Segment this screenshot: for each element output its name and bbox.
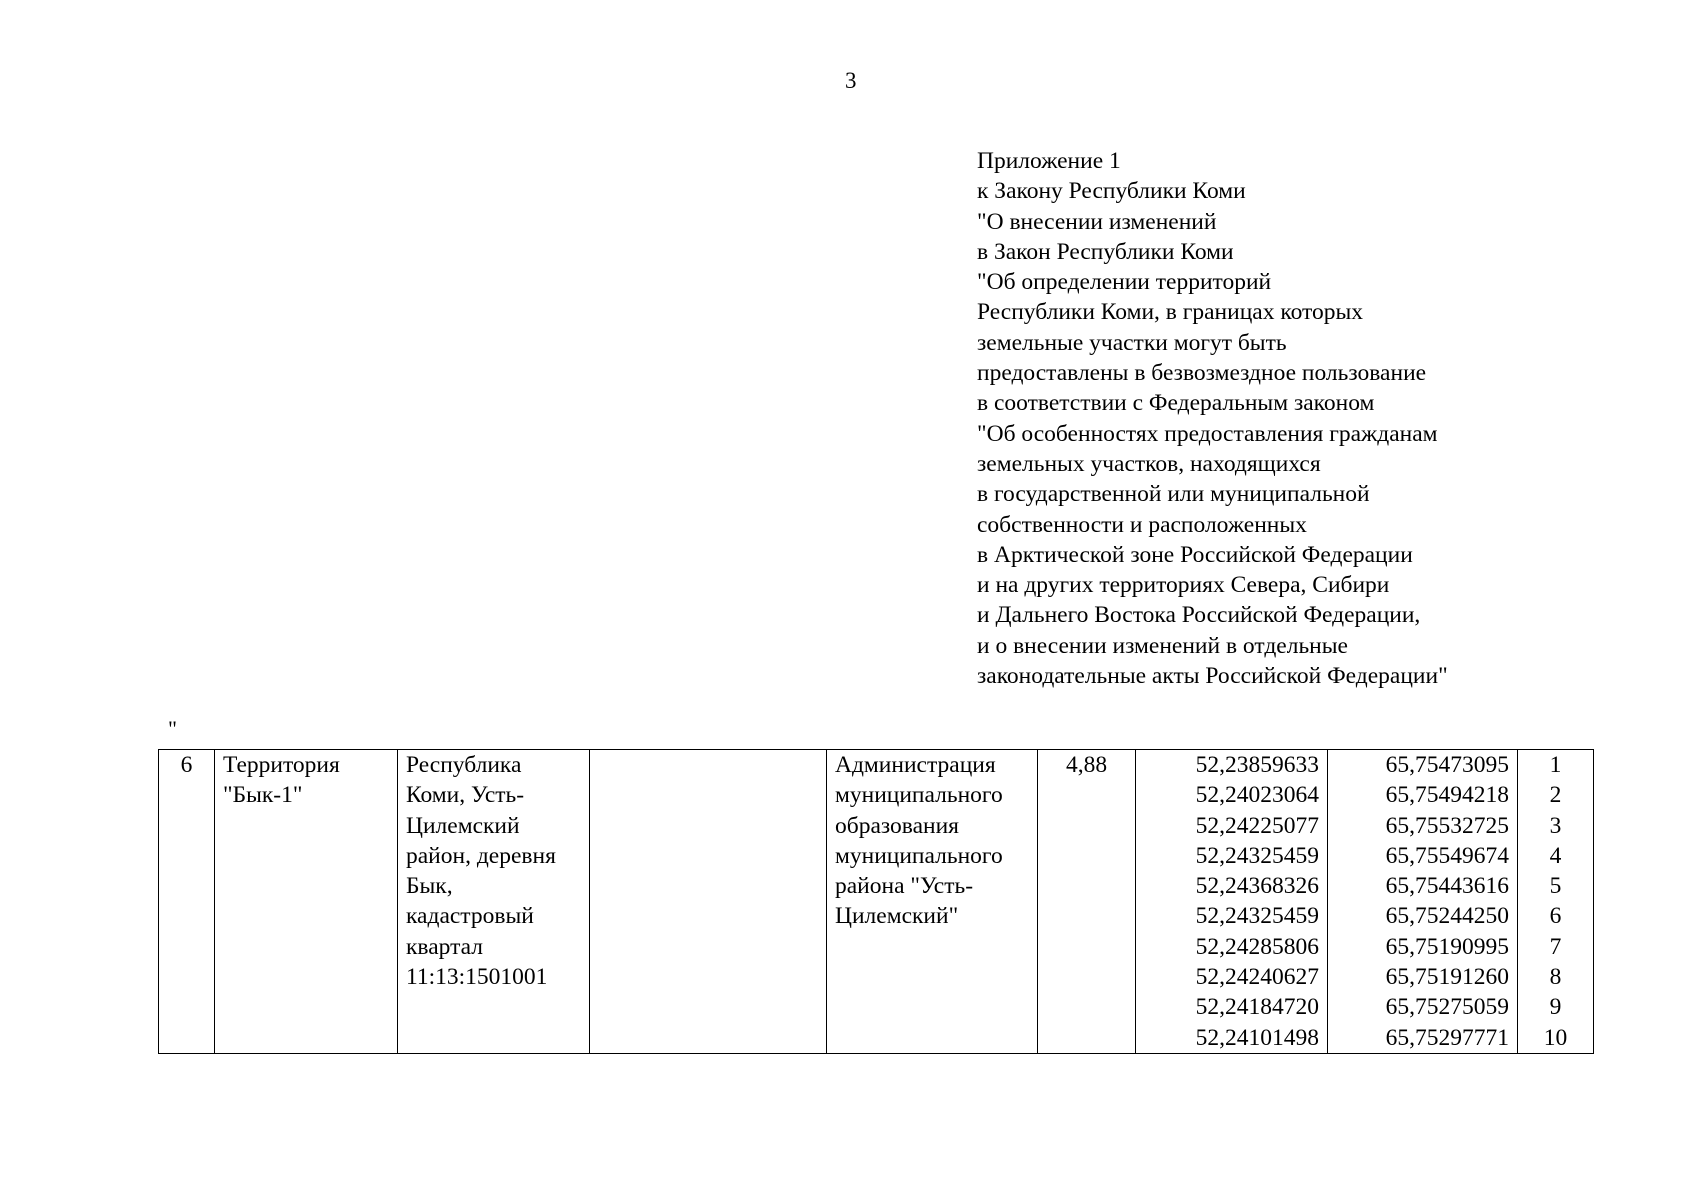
- page-number: 3: [845, 68, 857, 93]
- coordinate-y-value: 65,75190995: [1385, 933, 1509, 960]
- coordinate-y-value: 65,75275059: [1385, 994, 1509, 1021]
- empty-cell: [590, 750, 827, 1054]
- point-number: 9: [1549, 994, 1562, 1021]
- location-line: Цилемский: [406, 812, 520, 839]
- coordinate-y-value: 65,75494218: [1385, 782, 1509, 809]
- point-number: 6: [1549, 903, 1562, 930]
- location-line: кадастровый: [406, 903, 534, 930]
- administration-line: Администрация: [835, 752, 996, 778]
- coordinate-y-value: 65,75549674: [1385, 842, 1509, 869]
- coordinate-x-value: 52,24184720: [1195, 994, 1319, 1021]
- appendix-line: собственности и расположенных: [977, 511, 1307, 538]
- appendix-line: и Дальнего Востока Российской Федерации,: [977, 602, 1421, 629]
- coordinate-x-value: 52,24240627: [1195, 964, 1319, 991]
- appendix-line: "Об определении территорий: [977, 269, 1272, 296]
- coordinate-x-value: 52,24285806: [1195, 933, 1319, 960]
- appendix-line: "Об особенностях предоставления гражданам: [977, 420, 1438, 447]
- coordinate-y-value: 65,75191260: [1385, 964, 1509, 991]
- administration-line: района "Усть-: [835, 873, 974, 900]
- appendix-line: "О внесении изменений: [977, 208, 1217, 235]
- appendix-line: предоставлены в безвозмездное пользование: [977, 360, 1427, 387]
- administration-line: образования: [835, 812, 959, 839]
- appendix-line: в соответствии с Федеральным законом: [977, 390, 1375, 417]
- appendix-line: Республики Коми, в границах которых: [977, 299, 1364, 326]
- coordinate-y-value: 65,75473095: [1385, 752, 1509, 778]
- territory-name-cell: [215, 750, 398, 1054]
- coordinate-y-value: 65,75297771: [1385, 1024, 1509, 1051]
- administration-line: муниципального: [835, 782, 1003, 809]
- territory-line: "Бык-1": [223, 782, 303, 809]
- appendix-line: в Закон Республики Коми: [977, 238, 1234, 265]
- coordinate-x-value: 52,23859633: [1195, 752, 1319, 778]
- location-line: 11:13:1501001: [406, 964, 548, 991]
- point-number: 8: [1549, 964, 1562, 991]
- appendix-header: [977, 146, 1448, 691]
- table-row: [159, 750, 1594, 1054]
- coordinate-y-value: 65,75244250: [1385, 903, 1509, 930]
- appendix-line: и на других территориях Севера, Сибири: [977, 572, 1390, 599]
- appendix-line: к Закону Республики Коми: [977, 178, 1246, 205]
- appendix-line: в Арктической зоне Российской Федерации: [977, 541, 1413, 568]
- location-line: квартал: [406, 933, 483, 960]
- location-line: Бык,: [406, 873, 453, 900]
- point-number: 5: [1549, 873, 1562, 900]
- point-number: 1: [1549, 752, 1562, 778]
- point-number: 2: [1549, 782, 1562, 809]
- point-number: 3: [1549, 812, 1562, 839]
- coordinate-x-value: 52,24325459: [1195, 903, 1319, 930]
- appendix-line: в государственной или муниципальной: [977, 481, 1370, 508]
- coordinate-x-cell: [1136, 750, 1328, 1054]
- location-line: Республика: [406, 752, 522, 778]
- row-number-cell: 6: [159, 750, 215, 1054]
- appendix-line: Приложение 1: [977, 148, 1121, 174]
- administration-line: Цилемский": [835, 903, 959, 930]
- appendix-line: и о внесении изменений в отдельные: [977, 632, 1348, 659]
- coordinate-x-value: 52,24368326: [1195, 873, 1319, 900]
- area-cell: 4,88: [1038, 750, 1136, 1054]
- point-number: 4: [1549, 842, 1562, 869]
- appendix-line: земельные участки могут быть: [977, 329, 1287, 356]
- territory-table: [158, 749, 1594, 1054]
- appendix-line: законодательные акты Российской Федерации": [977, 663, 1448, 690]
- point-number: 7: [1549, 933, 1562, 960]
- coordinate-y-cell: [1328, 750, 1518, 1054]
- administration-cell: [827, 750, 1038, 1054]
- territory-line: Территория: [223, 752, 340, 778]
- coordinate-x-value: 52,24225077: [1195, 812, 1319, 839]
- coordinate-x-value: 52,24101498: [1195, 1024, 1319, 1051]
- coordinate-y-value: 65,75443616: [1385, 873, 1509, 900]
- coordinate-x-value: 52,24325459: [1195, 842, 1319, 869]
- location-line: район, деревня: [406, 842, 556, 869]
- coordinate-x-value: 52,24023064: [1195, 782, 1319, 809]
- point-number: 10: [1543, 1024, 1568, 1051]
- coordinate-y-value: 65,75532725: [1385, 812, 1509, 839]
- appendix-line: земельных участков, находящихся: [977, 450, 1321, 477]
- location-line: Коми, Усть-: [406, 782, 525, 809]
- location-cell: [398, 750, 590, 1054]
- administration-line: муниципального: [835, 842, 1003, 869]
- opening-quote-mark: ": [168, 716, 177, 741]
- point-number-cell: [1518, 750, 1594, 1054]
